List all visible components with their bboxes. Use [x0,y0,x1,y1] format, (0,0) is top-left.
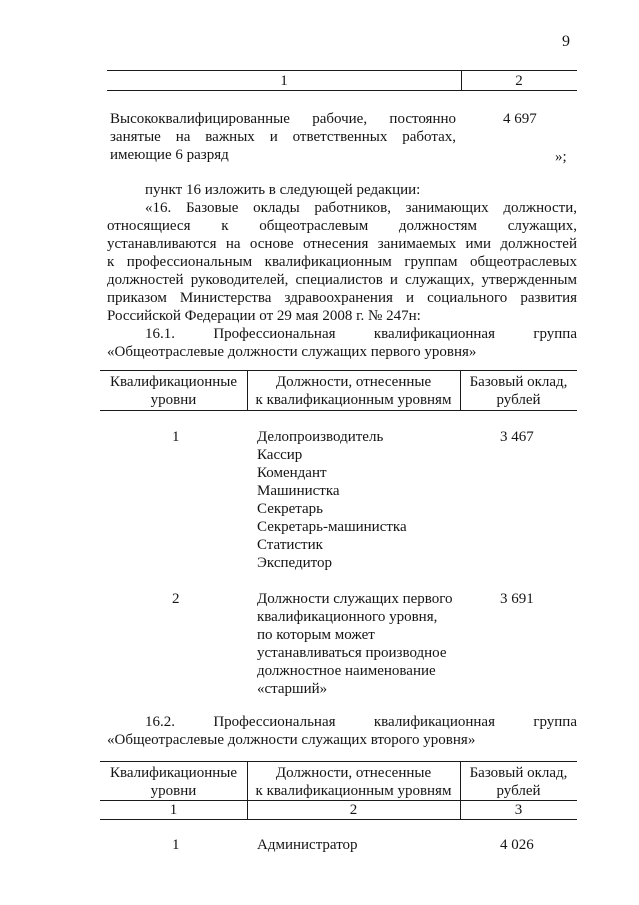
closing-quote: »; [555,149,567,165]
row-position: Администратор [257,837,358,853]
top-table-row-text-line: занятые на важных и ответственных работах, [110,129,456,145]
table-1-top-line [100,370,577,371]
section-16-2-subheading: «Общеотраслевые должности служащих второго уровня» [107,732,476,748]
paragraph-line: Российской Федерации от 29 мая 2008 г. № 247н: [107,308,421,324]
section-16-1-subheading: «Общеотраслевые должности служащих первого уровня» [107,344,477,360]
paragraph-line: устанавливаются на основе отнесения занимаемых ими должностей [107,236,577,252]
position-item: Экспедитор [257,555,332,571]
top-table-row-text-line: имеющие 6 разряд [110,147,229,163]
header-qualification-levels [100,373,247,409]
header-text: уровни [150,392,197,408]
table-2-numbering-bottom-line [100,819,577,820]
row-positions [257,590,453,698]
top-table-col1-header: 1 [280,73,288,89]
column-number: 1 [169,802,178,818]
position-item: «старший» [257,681,328,697]
table-1-header-bottom-line [100,410,577,411]
header-text: к квалификационным уровням [255,392,452,408]
column-number: 2 [349,802,358,818]
header-base-salary [460,373,577,409]
row-level: 1 [172,837,180,853]
header-text: к квалификационным уровням [255,783,452,799]
top-table-col2-header: 2 [515,73,523,89]
paragraph-line: относящиеся к общеотраслевым должностям служащих, [107,218,577,234]
section-16-1-heading: 16.1. Профессиональная квалификационная группа [145,326,577,342]
header-base-salary [460,764,577,800]
paragraph-line: к профессиональным квалификационным группам общеотраслевых [107,254,577,270]
header-text: Квалификационные [109,374,237,390]
row-salary: 3 691 [500,591,534,607]
position-item: Секретарь-машинистка [257,519,407,535]
row-positions [257,428,407,572]
top-table-row-value: 4 697 [503,111,537,127]
header-text: Квалификационные [109,765,237,781]
paragraph-line: должностей руководителей, специалистов и служащих, утвержденным [107,272,577,288]
header-text: Базовый оклад, [469,374,568,390]
row-salary: 4 026 [500,837,534,853]
header-positions [247,764,460,800]
column-number: 3 [514,802,523,818]
top-table-top-line [107,70,577,71]
header-text: Должности, отнесенные [275,765,432,781]
header-text: Базовый оклад, [469,765,568,781]
position-item: Должности служащих первого [257,591,453,607]
header-positions [247,373,460,409]
position-item: квалификационного уровня, [257,609,438,625]
top-table-row-text-line: Высококвалифицированные рабочие, постоянно [110,111,456,127]
position-item: по которым может [257,627,375,643]
position-item: Делопроизводитель [257,429,384,445]
page-number: 9 [562,33,570,50]
top-table-header-bottom-line [107,90,577,91]
header-text: уровни [150,783,197,799]
instruction-text: пункт 16 изложить в следующей редакции: [145,182,421,198]
header-text: рублей [496,783,541,799]
section-16-2-heading: 16.2. Профессиональная квалификационная группа [145,714,577,730]
position-item: Комендант [257,465,327,481]
row-level: 2 [172,591,180,607]
position-item: Статистик [257,537,323,553]
row-salary: 3 467 [500,429,534,445]
table-2-top-line [100,761,577,762]
paragraph-line: приказом Министерства здравоохранения и социального развития [107,290,577,306]
paragraph-line: «16. Базовые оклады работников, занимающих должности, [145,200,577,216]
header-qualification-levels [100,764,247,800]
position-item: Машинистка [257,483,340,499]
position-item: Секретарь [257,501,324,517]
header-text: рублей [496,392,541,408]
row-level: 1 [172,429,180,445]
position-item: Кассир [257,447,303,463]
position-item: устанавливаться производное [257,645,447,661]
header-text: Должности, отнесенные [275,374,432,390]
position-item: должностное наименование [257,663,436,679]
